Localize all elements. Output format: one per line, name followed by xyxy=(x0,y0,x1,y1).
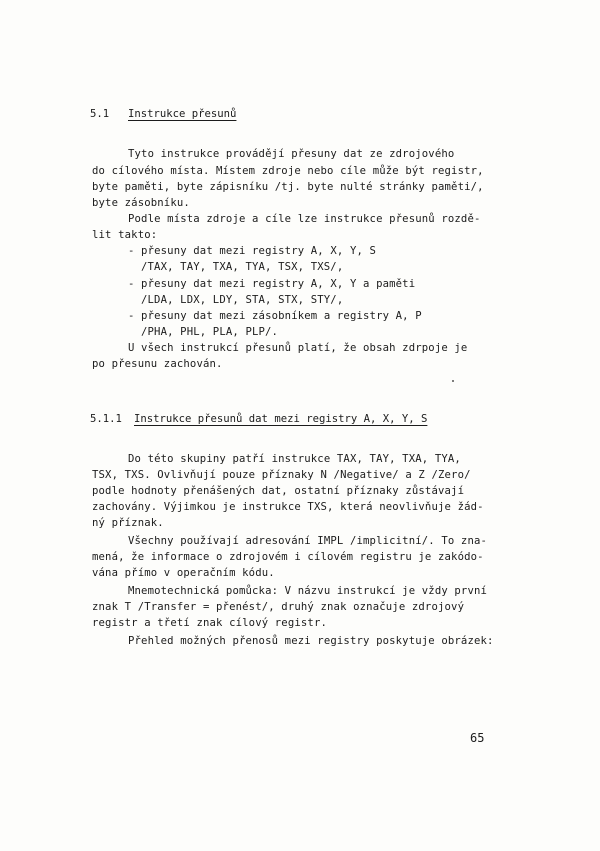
paragraph-line: lit takto: xyxy=(92,229,158,241)
paragraph-line: registr a třetí znak cílový registr. xyxy=(92,617,328,629)
scan-speck xyxy=(452,380,454,382)
section-title: Instrukce přesunů xyxy=(128,108,237,120)
paragraph-line: byte paměti, byte zápisníku /tj. byte nulté stránky paměti/, xyxy=(92,181,484,193)
paragraph-line: vána přímo v operačním kódu. xyxy=(92,567,275,579)
subsection-title: Instrukce přesunů dat mezi registry A, X, Y, S xyxy=(134,413,428,425)
page-number: 65 xyxy=(470,731,485,745)
paragraph-line: Do této skupiny patří instrukce TAX, TAY, TXA, TYA, xyxy=(128,453,461,465)
paragraph-line: Všechny používají adresování IMPL /implicitní/. To zna- xyxy=(128,535,488,547)
paragraph-line: Mnemotechnická pomůcka: V názvu instrukcí je vždy první xyxy=(128,585,488,597)
list-item: - přesuny dat mezi registry A, X, Y a paměti xyxy=(128,278,416,290)
paragraph-line: po přesunu zachován. xyxy=(92,358,223,370)
paragraph-line: TSX, TXS. Ovlivňují pouze příznaky N /Negative/ a Z /Zero/ xyxy=(92,469,471,481)
list-item-detail: /TAX, TAY, TXA, TYA, TSX, TXS/, xyxy=(141,261,344,273)
paragraph-line: do cílového místa. Místem zdroje nebo cíle může být registr, xyxy=(92,165,484,177)
subsection-number: 5.1.1 xyxy=(90,413,122,425)
list-item: - přesuny dat mezi zásobníkem a registry A, P xyxy=(128,310,422,322)
paragraph-line: ný příznak. xyxy=(92,517,164,529)
list-item-detail: /PHA, PHL, PLA, PLP/. xyxy=(141,326,279,338)
paragraph-line: Podle místa zdroje a cíle lze instrukce přesunů rozdě- xyxy=(128,213,481,225)
paragraph-line: Přehled možných přenosů mezi registry poskytuje obrázek: xyxy=(128,635,494,647)
paragraph-line: znak T /Transfer = přenést/, druhý znak označuje zdrojový xyxy=(92,601,465,613)
paragraph-line: Tyto instrukce provádějí přesuny dat ze zdrojového xyxy=(128,148,455,160)
paragraph-line: mená, že informace o zdrojovém i cílovém registru je zakódo- xyxy=(92,551,484,563)
paragraph-line: podle hodnoty přenášených dat, ostatní příznaky zůstávají xyxy=(92,485,465,497)
list-item: - přesuny dat mezi registry A, X, Y, S xyxy=(128,245,377,257)
paragraph-line: byte zásobníku. xyxy=(92,197,190,209)
paragraph-line: zachovány. Výjimkou je instrukce TXS, která neovlivňuje žád- xyxy=(92,501,484,513)
list-item-detail: /LDA, LDX, LDY, STA, STX, STY/, xyxy=(141,294,344,306)
paragraph-line: U všech instrukcí přesunů platí, že obsah zdrpoje je xyxy=(128,342,468,354)
section-number: 5.1 xyxy=(90,108,110,120)
